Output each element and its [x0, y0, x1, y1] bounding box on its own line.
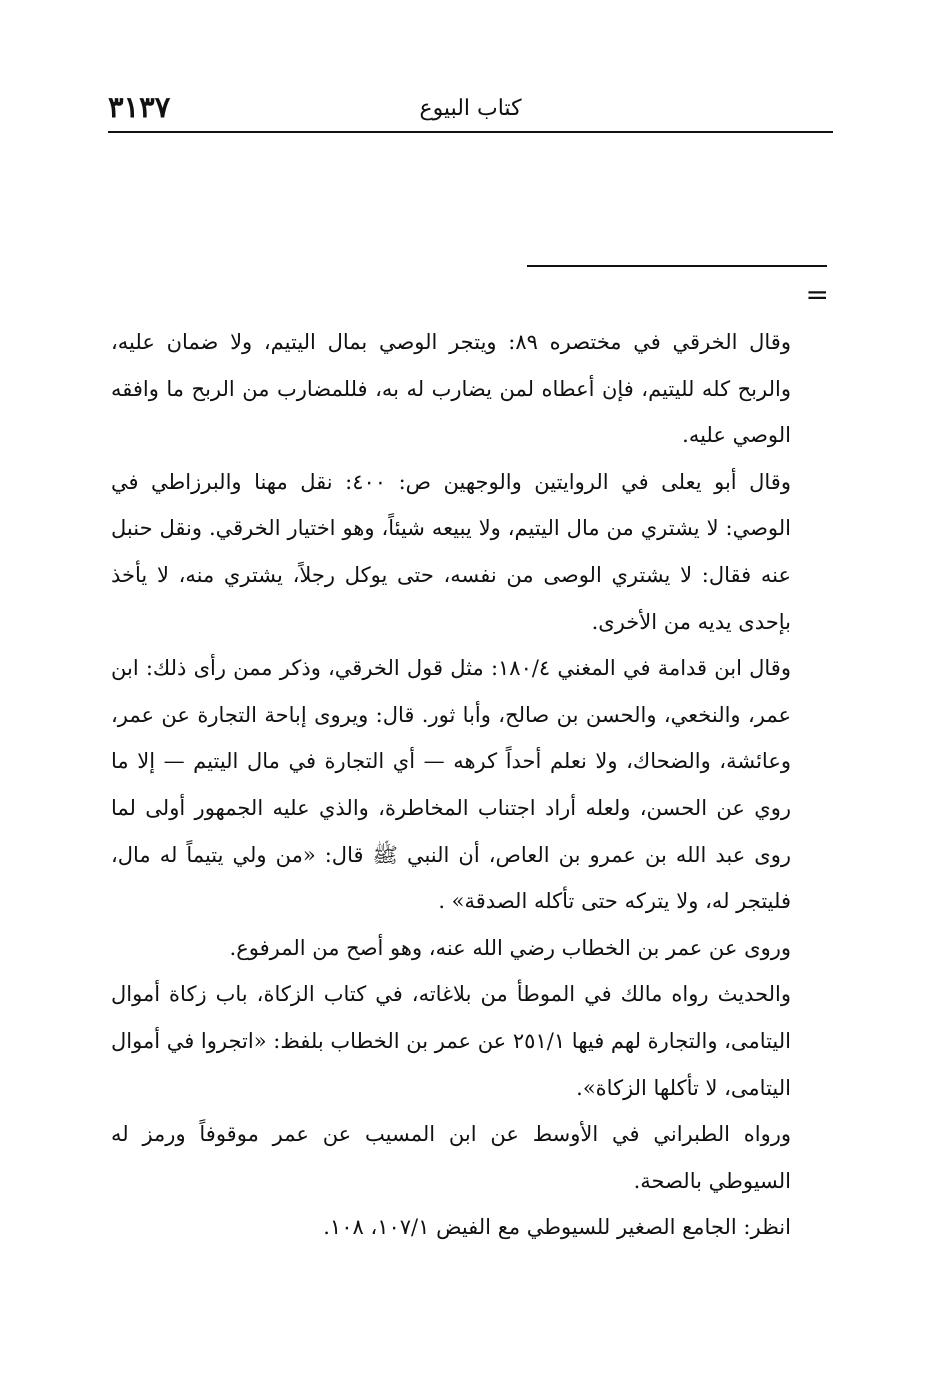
page-header: [108, 88, 833, 128]
footnote-continuation-mark: =: [805, 278, 829, 311]
running-title: كتاب البيوع: [419, 96, 522, 121]
footnote-paragraph-reference: انظر: الجامع الصغير للسيوطي مع الفيض ١٠٧/١، ١٠٨.: [323, 1215, 791, 1240]
footnote-paragraph-abu-yala: وقال أبو يعلى في الروايتين والوجهين ص: ٤٠٠: نقل مهنا والبرزاطي في الوصي: لا يشتري من مال اليتيم، ولا يبيعه شيئاً، وهو اختيار الخرقي. ونقل حنبل عنه فقال: لا يشتري الوصى من نفسه، حتى يوكل رجلاً، يشتري منه، لا يأخذ بإحدى يديه من الأخرى.: [111, 469, 791, 634]
footnote-paragraph-malik: والحديث رواه مالك في الموطأ من بلاغاته، في كتاب الزكاة، باب زكاة أموال اليتامى، والتجارة لهم فيها ٢٥١/١ عن عمر بن الخطاب بلفظ: «اتجروا في أموال اليتامى، لا تأكلها الزكاة».: [111, 982, 791, 1100]
footnote-body: [111, 319, 791, 1251]
page-number: ٣١٣٧: [108, 90, 171, 124]
footnote-paragraph-kharqi: وقال الخرقي في مختصره ٨٩: ويتجر الوصي بمال اليتيم، ولا ضمان عليه، والربح كله لليتيم، فإن أعطاه لمن يضارب له به، فللمضارب من الربح ما وافقه الوصي عليه.: [111, 330, 791, 448]
footnote-paragraph-tabarani: ورواه الطبراني في الأوسط عن ابن المسيب عن عمر موقوفاً ورمز له السيوطي بالصحة.: [111, 1122, 791, 1193]
header-divider: [108, 131, 833, 133]
footnote-paragraph-ibn-qudama: وقال ابن قدامة في المغني ١٨٠/٤: مثل قول الخرقي، وذكر ممن رأى ذلك: ابن عمر، والنخعي، والحسن بن صالح، وأبا ثور. قال: ويروى إباحة التجارة عن عمر، وعائشة، والضحاك، ولا نعلم أحداً كرهه — أي التجارة في مال اليتيم — إلا ما روي عن الحسن، ولعله أراد اجتناب المخاطرة، والذي عليه الجمهور أولى لما روى عبد الله بن عمرو بن العاص، أن النبي ﷺ قال: «من ولي يتيماً له مال، فليتجر له، ولا يتركه حتى تأكله الصدقة» .: [111, 656, 791, 914]
footnote-separator: [527, 265, 827, 267]
footnote-paragraph-umar-report: وروى عن عمر بن الخطاب رضي الله عنه، وهو أصح من المرفوع.: [229, 935, 791, 960]
